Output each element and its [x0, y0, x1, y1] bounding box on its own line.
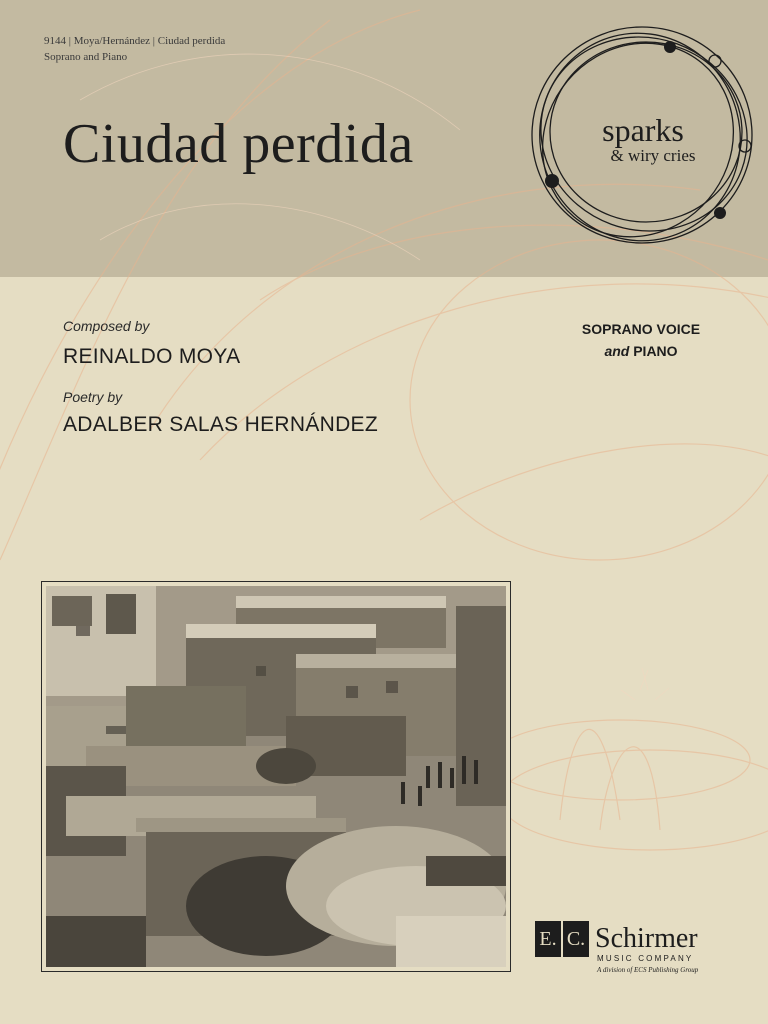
- poetry-by-label: Poetry by: [63, 389, 123, 405]
- poet-name: ADALBER SALAS HERNÁNDEZ: [63, 413, 378, 436]
- series-name: sparks: [602, 112, 684, 148]
- cover-photo-frame: [41, 581, 511, 972]
- catalog-line: 9144 | Moya/Hernández | Ciudad perdida: [44, 35, 226, 47]
- series-subtitle: & wiry cries: [610, 146, 696, 165]
- voicing-piano: PIANO: [629, 343, 678, 359]
- composer-name: REINALDO MOYA: [63, 345, 241, 368]
- voicing-line-2: [556, 340, 726, 362]
- publisher-name: Schirmer: [595, 923, 698, 954]
- voicing-block: [556, 318, 726, 362]
- page-title: Ciudad perdida: [63, 113, 414, 175]
- voicing-and: and: [604, 343, 630, 359]
- publisher-box-c: C.: [563, 921, 589, 957]
- voicing-line-1: SOPRANO VOICE: [581, 321, 701, 337]
- publisher-subtitle: MUSIC COMPANY: [597, 954, 694, 963]
- composed-by-label: Composed by: [63, 318, 150, 334]
- publisher-division: A division of ECS Publishing Group: [597, 966, 699, 974]
- voicing-header-line: Soprano and Piano: [44, 51, 128, 63]
- hillside-houses-photo: [46, 586, 506, 967]
- publisher-box-e: E.: [535, 921, 561, 957]
- publisher-logo: [535, 921, 740, 981]
